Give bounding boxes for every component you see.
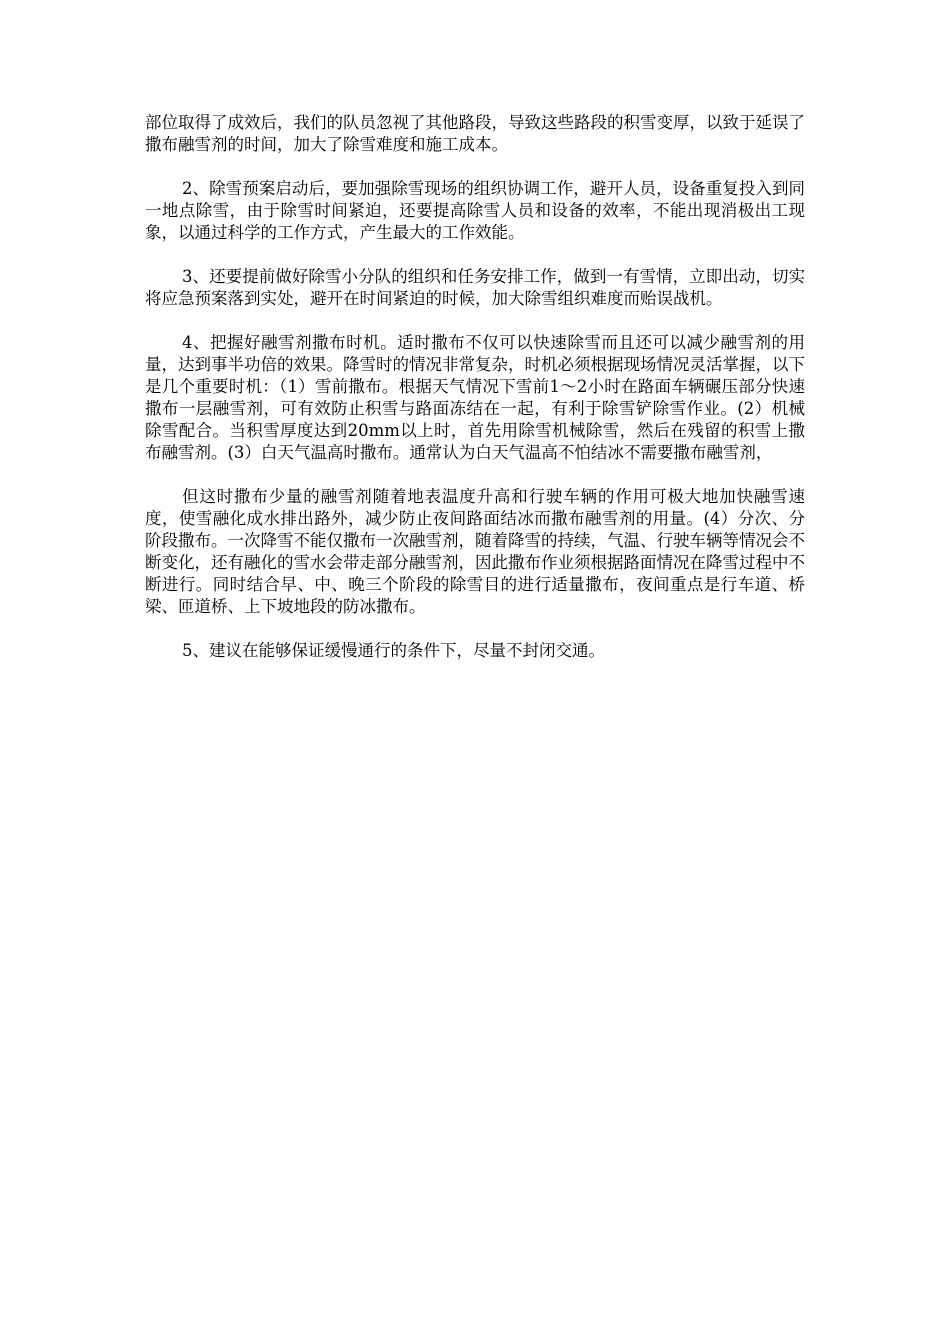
paragraph-item-3: 3、还要提前做好除雪小分队的组织和任务安排工作，做到一有雪情，立即出动，切实将应急预案落到实处，避开在时间紧迫的时候，加大除雪组织难度而贻误战机。 <box>145 267 805 308</box>
paragraph-item-4-continued: 但这时撒布少量的融雪剂随着地表温度升高和行驶车辆的作用可极大地加快融雪速度，使雪融化成水排出路外，减少防止夜间路面结冰而撒布融雪剂的用量。(4）分次、分阶段撒布。一次降雪不能仅撒布一次融雪剂，随着降雪的持续，气温、行驶车辆等情况会不断变化，还有融化的雪水会带走部分融雪剂，因此撒布作业须根据路面情况在降雪过程中不断进行。同时结合早、中、晚三个阶段的除雪目的进行适量撒布，夜间重点是行车道、桥梁、匝道桥、上下坡地段的防冰撒布。 <box>145 487 805 616</box>
paragraph-item-5: 5、建议在能够保证缓慢通行的条件下，尽量不封闭交通。 <box>182 641 605 660</box>
paragraph-item-4: 4、把握好融雪剂撒布时机。适时撒布不仅可以快速除雪而且还可以减少融雪剂的用量，达到事半功倍的效果。降雪时的情况非常复杂，时机必须根据现场情况灵活掌握，以下是几个重要时机：（1）雪前撒布。根据天气情况下雪前1～2小时在路面车辆碾压部分快速撒布一层融雪剂，可有效防止积雪与路面冻结在一起，有利于除雪铲除雪作业。(2）机械除雪配合。当积雪厚度达到20mm以上时，首先用除雪机械除雪，然后在残留的积雪上撒布融雪剂。(3）白天气温高时撒布。通常认为白天气温高不怕结冰不需要撒布融雪剂， <box>145 333 805 462</box>
document-body <box>145 112 805 684</box>
paragraph-continuation: 部位取得了成效后，我们的队员忽视了其他路段，导致这些路段的积雪变厚，以致于延误了撒布融雪剂的时间，加大了除雪难度和施工成本。 <box>145 113 805 154</box>
paragraph-item-2: 2、除雪预案启动后，要加强除雪现场的组织协调工作，避开人员，设备重复投入到同一地点除雪，由于除雪时间紧迫，还要提高除雪人员和设备的效率，不能出现消极出工现象，以通过科学的工作方式，产生最大的工作效能。 <box>145 179 805 242</box>
